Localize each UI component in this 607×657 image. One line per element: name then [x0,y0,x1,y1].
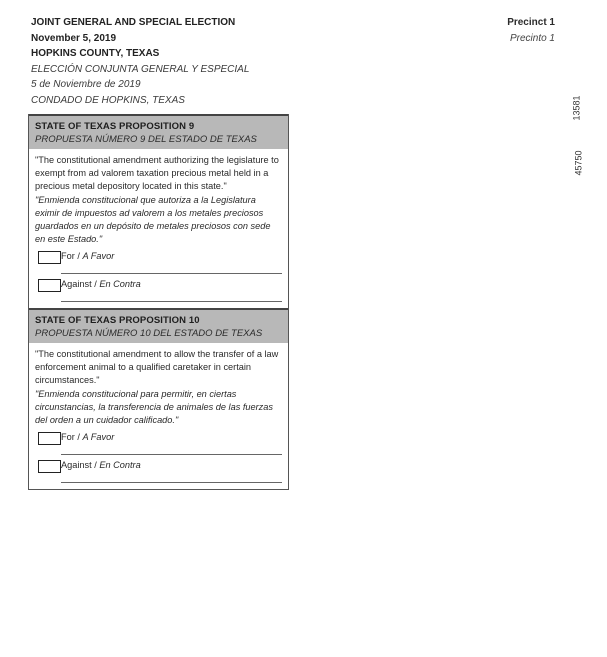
proposition-header [29,116,288,149]
vote-checkbox-for[interactable] [38,251,61,264]
proposition-text-es: "Enmienda constitucional para permitir, en ciertas circunstancias, la transferencia de animales de las fuerzas del orden a un cuidador calificado." [35,389,273,425]
election-county-es: CONDADO DE HOPKINS, TEXAS [31,94,185,106]
precinct-label [507,15,555,46]
option-label-es: A Favor [82,432,115,442]
proposition-text-en: "The constitutional amendment to allow the transfer of a law enforcement animal to a qualified caretaker in certain circumstances." [35,349,279,385]
proposition-body [29,149,288,308]
vote-option-for[interactable] [61,430,282,455]
election-county-en: HOPKINS COUNTY, TEXAS [31,48,160,59]
option-label-en: For [61,251,75,261]
proposition-title-en: STATE OF TEXAS PROPOSITION 10 [35,315,200,326]
proposition-text-es: "Enmienda constitucional que autoriza a la Legislatura eximir de impuestos ad valorem a los metales preciosos guardados en un depósito de metales preciosos con sede en este Estado." [35,195,271,244]
option-label-en: Against [61,460,92,470]
option-label-es: En Contra [99,279,141,289]
proposition-10 [29,308,288,489]
option-label-en: For [61,432,75,442]
vote-option-label: Against / En Contra [61,279,141,289]
election-date-es: 5 de Noviembre de 2019 [31,79,141,90]
option-label-es: En Contra [99,460,141,470]
proposition-9 [29,114,288,308]
option-label-es: A Favor [82,251,115,261]
vote-checkbox-against[interactable] [38,460,61,473]
election-date-en: November 5, 2019 [31,32,117,44]
proposition-text-en: "The constitutional amendment authorizing the legislature to exempt from ad valorem taxation precious metal held in a precious metal depository located in this state." [35,155,279,191]
proposition-title-es: PROPUESTA NÚMERO 9 DEL ESTADO DE TEXAS [35,134,257,145]
ballot-contests [28,114,289,490]
ballot-side-number: 45750 [573,150,584,176]
vote-option-label: For / A Favor [61,251,115,261]
vote-option-against[interactable] [61,458,282,483]
precinct-en: Precinct 1 [507,17,555,28]
election-title-es: ELECCIÓN CONJUNTA GENERAL Y ESPECIAL [31,63,250,75]
vote-option-label: Against / En Contra [61,460,141,470]
proposition-title-es: PROPUESTA NÚMERO 10 DEL ESTADO DE TEXAS [35,328,263,339]
election-header [31,15,271,108]
vote-checkbox-for[interactable] [38,432,61,445]
proposition-title-en: STATE OF TEXAS PROPOSITION 9 [35,121,195,132]
option-label-en: Against [61,279,92,289]
proposition-body [29,343,288,489]
proposition-header [29,310,288,343]
vote-checkbox-against[interactable] [38,279,61,292]
vote-option-for[interactable] [61,249,282,274]
precinct-es: Precinto 1 [509,32,555,44]
vote-option-against[interactable] [61,277,282,302]
vote-option-label: For / A Favor [61,432,115,442]
election-title-en: JOINT GENERAL AND SPECIAL ELECTION [31,17,236,28]
ballot-side-number: 13581 [571,95,582,121]
